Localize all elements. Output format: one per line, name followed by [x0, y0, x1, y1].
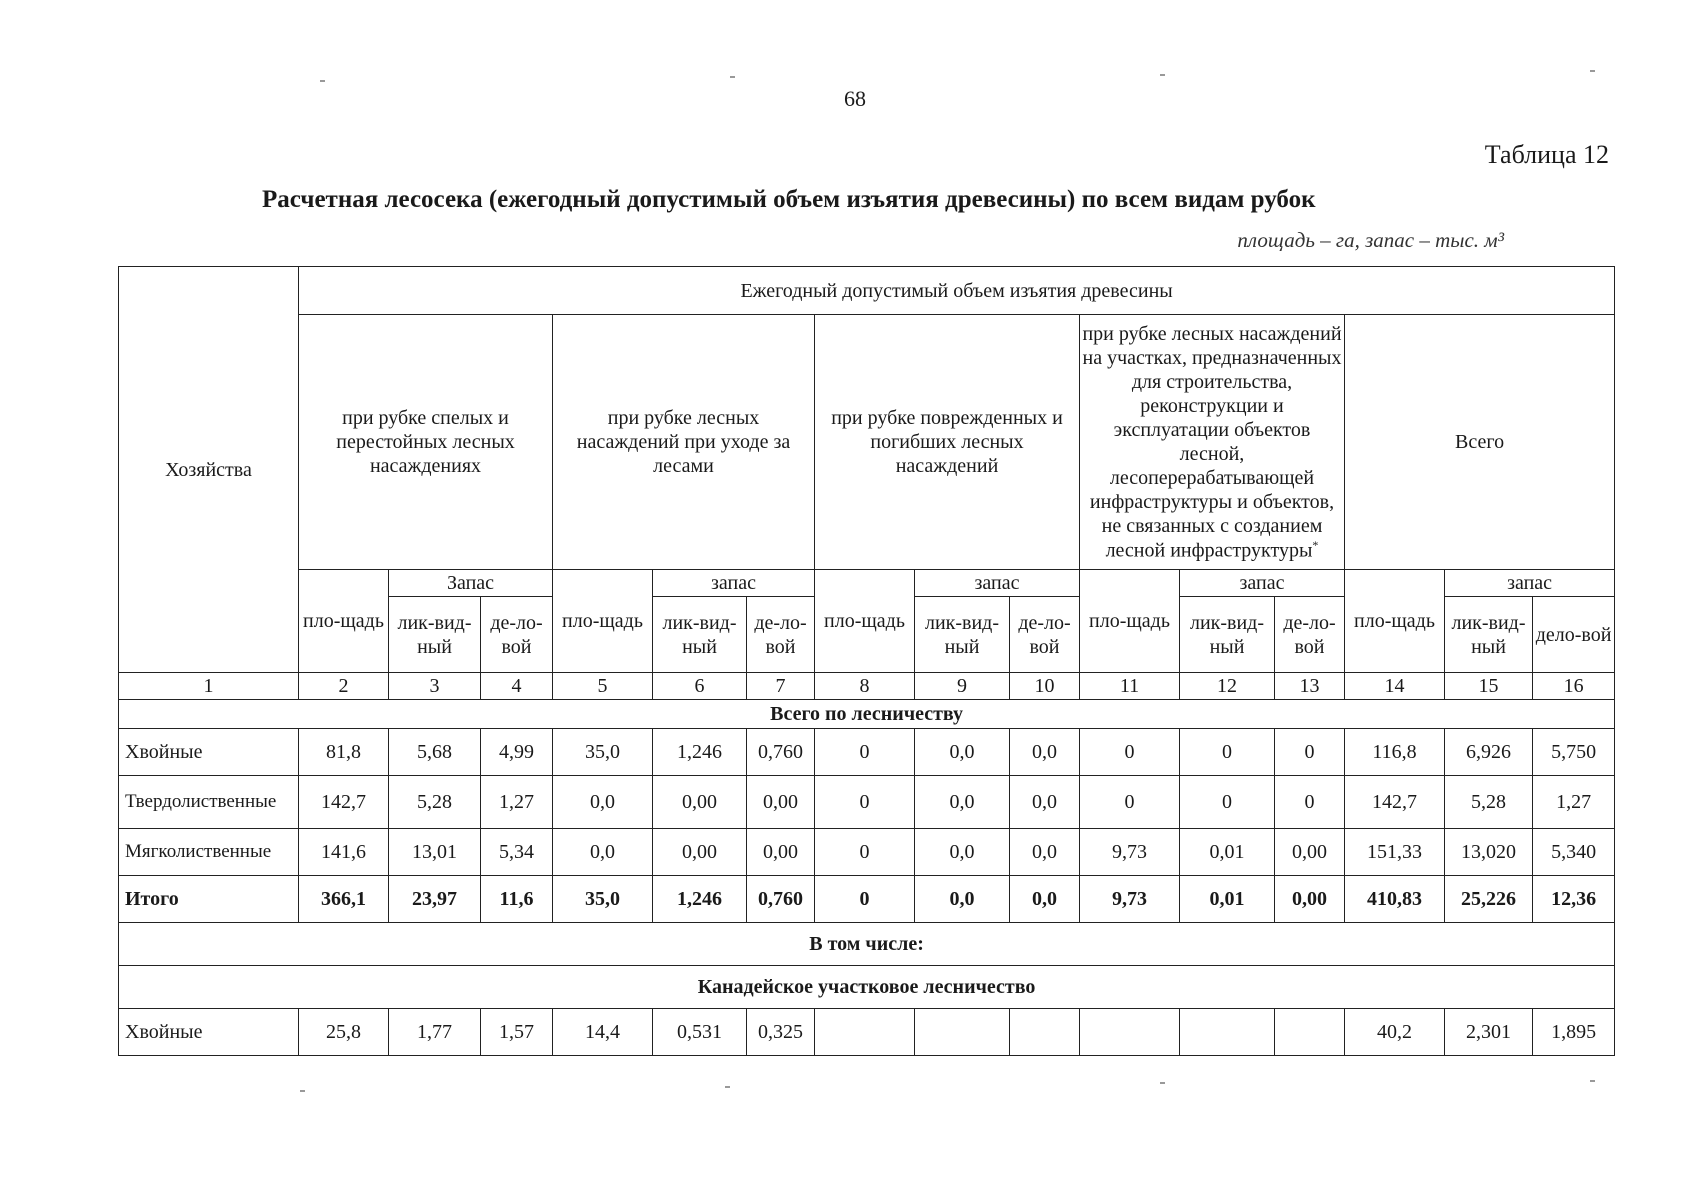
table-cell: 5,340 — [1533, 829, 1615, 876]
table-cell: 0 — [815, 729, 915, 776]
table-cell: 0 — [1180, 776, 1275, 829]
table-cell: 0 — [1080, 729, 1180, 776]
header-business: де-ло-вой — [481, 597, 553, 673]
column-number: 9 — [915, 673, 1010, 700]
section-forestry-total: Всего по лесничеству — [119, 700, 1615, 729]
table-cell: 0,760 — [747, 729, 815, 776]
table-cell: 0,531 — [653, 1009, 747, 1056]
scan-mark — [1160, 74, 1165, 76]
header-group-total: Всего — [1345, 315, 1615, 570]
table-cell: 1,895 — [1533, 1009, 1615, 1056]
table-cell: 13,020 — [1445, 829, 1533, 876]
table-cell: 4,99 — [481, 729, 553, 776]
header-group-construction — [1080, 315, 1345, 570]
header-liquid: лик-вид-ный — [653, 597, 747, 673]
table-cell — [1275, 1009, 1345, 1056]
row-name: Хвойные — [119, 729, 299, 776]
table-cell: 0,00 — [1275, 829, 1345, 876]
table-cell: 142,7 — [299, 776, 389, 829]
header-liquid: лик-вид-ный — [915, 597, 1010, 673]
table-title: Расчетная лесосека (ежегодный допустимый объем изъятия древесины) по всем видам рубок — [262, 186, 1316, 213]
header-liquid: лик-вид-ный — [1180, 597, 1275, 673]
table-cell: 0,0 — [915, 776, 1010, 829]
column-number: 10 — [1010, 673, 1080, 700]
scan-mark — [300, 1090, 305, 1092]
table-cell: 35,0 — [553, 729, 653, 776]
header-business: де-ло-вой — [747, 597, 815, 673]
header-group-damaged: при рубке поврежденных и погибших лесных насаждений — [815, 315, 1080, 570]
table-cell: 0,0 — [1010, 829, 1080, 876]
column-number: 5 — [553, 673, 653, 700]
table-cell: 25,226 — [1445, 876, 1533, 923]
section-kanadey: Канадейское участковое лесничество — [119, 966, 1615, 1009]
table-cell: 0,00 — [747, 829, 815, 876]
column-number: 3 — [389, 673, 481, 700]
table-cell: 366,1 — [299, 876, 389, 923]
table-cell: 1,27 — [1533, 776, 1615, 829]
column-number-row — [119, 673, 1615, 700]
table-cell: 0,01 — [1180, 876, 1275, 923]
table-cell: 0,00 — [653, 776, 747, 829]
header-area: пло-щадь — [815, 570, 915, 673]
column-number: 7 — [747, 673, 815, 700]
header-area: пло-щадь — [553, 570, 653, 673]
table-cell: 9,73 — [1080, 829, 1180, 876]
table-cell: 0 — [1275, 729, 1345, 776]
table-cell: 0,0 — [553, 776, 653, 829]
header-annual: Ежегодный допустимый объем изъятия древесины — [299, 267, 1615, 315]
table-cell: 0 — [1180, 729, 1275, 776]
table-cell: 40,2 — [1345, 1009, 1445, 1056]
table-cell — [1180, 1009, 1275, 1056]
table-row — [119, 1009, 1615, 1056]
table-label: Таблица 12 — [1484, 140, 1609, 169]
table-cell: 116,8 — [1345, 729, 1445, 776]
table-cell: 142,7 — [1345, 776, 1445, 829]
column-number: 16 — [1533, 673, 1615, 700]
table-cell: 0,00 — [747, 776, 815, 829]
table-row-total — [119, 876, 1615, 923]
felling-table — [118, 266, 1615, 1056]
row-name: Хвойные — [119, 1009, 299, 1056]
header-group-care: при рубке лесных насаждений при уходе за лесами — [553, 315, 815, 570]
table-cell: 0 — [815, 829, 915, 876]
scan-mark — [1590, 1080, 1595, 1082]
table-cell: 0 — [1080, 776, 1180, 829]
table-row — [119, 729, 1615, 776]
table-cell: 2,301 — [1445, 1009, 1533, 1056]
table-cell: 5,68 — [389, 729, 481, 776]
column-number: 15 — [1445, 673, 1533, 700]
table-row — [119, 829, 1615, 876]
header-area: пло-щадь — [1080, 570, 1180, 673]
table-cell: 151,33 — [1345, 829, 1445, 876]
header-zapas: Запас — [389, 570, 553, 597]
header-business: дело-вой — [1533, 597, 1615, 673]
table-cell: 23,97 — [389, 876, 481, 923]
column-number: 4 — [481, 673, 553, 700]
header-zapas: запас — [1445, 570, 1615, 597]
row-name: Итого — [119, 876, 299, 923]
page-number: 68 — [844, 86, 866, 111]
header-business: де-ло-вой — [1010, 597, 1080, 673]
table-cell: 0,325 — [747, 1009, 815, 1056]
header-liquid: лик-вид-ный — [389, 597, 481, 673]
table-cell: 0,0 — [915, 876, 1010, 923]
table-cell: 0 — [815, 776, 915, 829]
header-liquid: лик-вид-ный — [1445, 597, 1533, 673]
column-number: 2 — [299, 673, 389, 700]
column-number: 11 — [1080, 673, 1180, 700]
footnote-mark: * — [1312, 537, 1319, 552]
table-cell: 0 — [815, 876, 915, 923]
table-cell: 0,0 — [1010, 776, 1080, 829]
table-cell: 13,01 — [389, 829, 481, 876]
column-number: 1 — [119, 673, 299, 700]
table-cell: 6,926 — [1445, 729, 1533, 776]
header-group-construction-text: при рубке лесных насаждений на участках, предназначенных для строительства, реконструкции и эксплуатации объектов лесной, лесоперерабатывающей инфраструктуры и объектов, не связанных с созданием лесной инфраструктуры — [1082, 322, 1342, 562]
table-cell: 0,0 — [1010, 876, 1080, 923]
units-note: площадь – га, запас – тыс. м³ — [1237, 228, 1504, 252]
table-cell: 5,28 — [1445, 776, 1533, 829]
column-number: 13 — [1275, 673, 1345, 700]
table-cell: 5,34 — [481, 829, 553, 876]
table-cell: 81,8 — [299, 729, 389, 776]
table-cell: 1,246 — [653, 876, 747, 923]
header-area: пло-щадь — [299, 570, 389, 673]
table-cell: 5,28 — [389, 776, 481, 829]
table-cell — [1080, 1009, 1180, 1056]
table-cell: 0,0 — [1010, 729, 1080, 776]
column-number: 12 — [1180, 673, 1275, 700]
header-farms: Хозяйства — [119, 267, 299, 673]
scan-mark — [320, 80, 325, 82]
table-cell: 1,246 — [653, 729, 747, 776]
table-cell: 0,0 — [915, 729, 1010, 776]
section-including: В том числе: — [119, 923, 1615, 966]
table-cell: 0,00 — [653, 829, 747, 876]
header-zapas: запас — [653, 570, 815, 597]
scan-mark — [1160, 1082, 1165, 1084]
header-business: де-ло-вой — [1275, 597, 1345, 673]
table-cell — [915, 1009, 1010, 1056]
table-cell: 35,0 — [553, 876, 653, 923]
table-cell: 1,57 — [481, 1009, 553, 1056]
table-cell: 1,77 — [389, 1009, 481, 1056]
table-cell: 0 — [1275, 776, 1345, 829]
table-cell: 5,750 — [1533, 729, 1615, 776]
header-zapas: запас — [915, 570, 1080, 597]
column-number: 14 — [1345, 673, 1445, 700]
table-cell: 12,36 — [1533, 876, 1615, 923]
table-cell: 14,4 — [553, 1009, 653, 1056]
scan-mark — [725, 1086, 730, 1088]
table-cell — [815, 1009, 915, 1056]
table-cell: 0,01 — [1180, 829, 1275, 876]
table-cell: 141,6 — [299, 829, 389, 876]
table-cell: 11,6 — [481, 876, 553, 923]
scan-mark — [1590, 70, 1595, 72]
row-name: Мягколиственные — [119, 829, 299, 876]
table-cell: 1,27 — [481, 776, 553, 829]
table-cell: 0,00 — [1275, 876, 1345, 923]
scan-mark — [730, 76, 735, 78]
table-cell: 25,8 — [299, 1009, 389, 1056]
table-cell: 0,0 — [915, 829, 1010, 876]
header-area: пло-щадь — [1345, 570, 1445, 673]
table-cell — [1010, 1009, 1080, 1056]
table-row — [119, 776, 1615, 829]
column-number: 8 — [815, 673, 915, 700]
table-cell: 0,760 — [747, 876, 815, 923]
table-cell: 0,0 — [553, 829, 653, 876]
row-name: Твердолиственные — [119, 776, 299, 829]
column-number: 6 — [653, 673, 747, 700]
table-cell: 9,73 — [1080, 876, 1180, 923]
header-zapas: запас — [1180, 570, 1345, 597]
header-group-mature: при рубке спелых и перестойных лесных насаждениях — [299, 315, 553, 570]
table-cell: 410,83 — [1345, 876, 1445, 923]
